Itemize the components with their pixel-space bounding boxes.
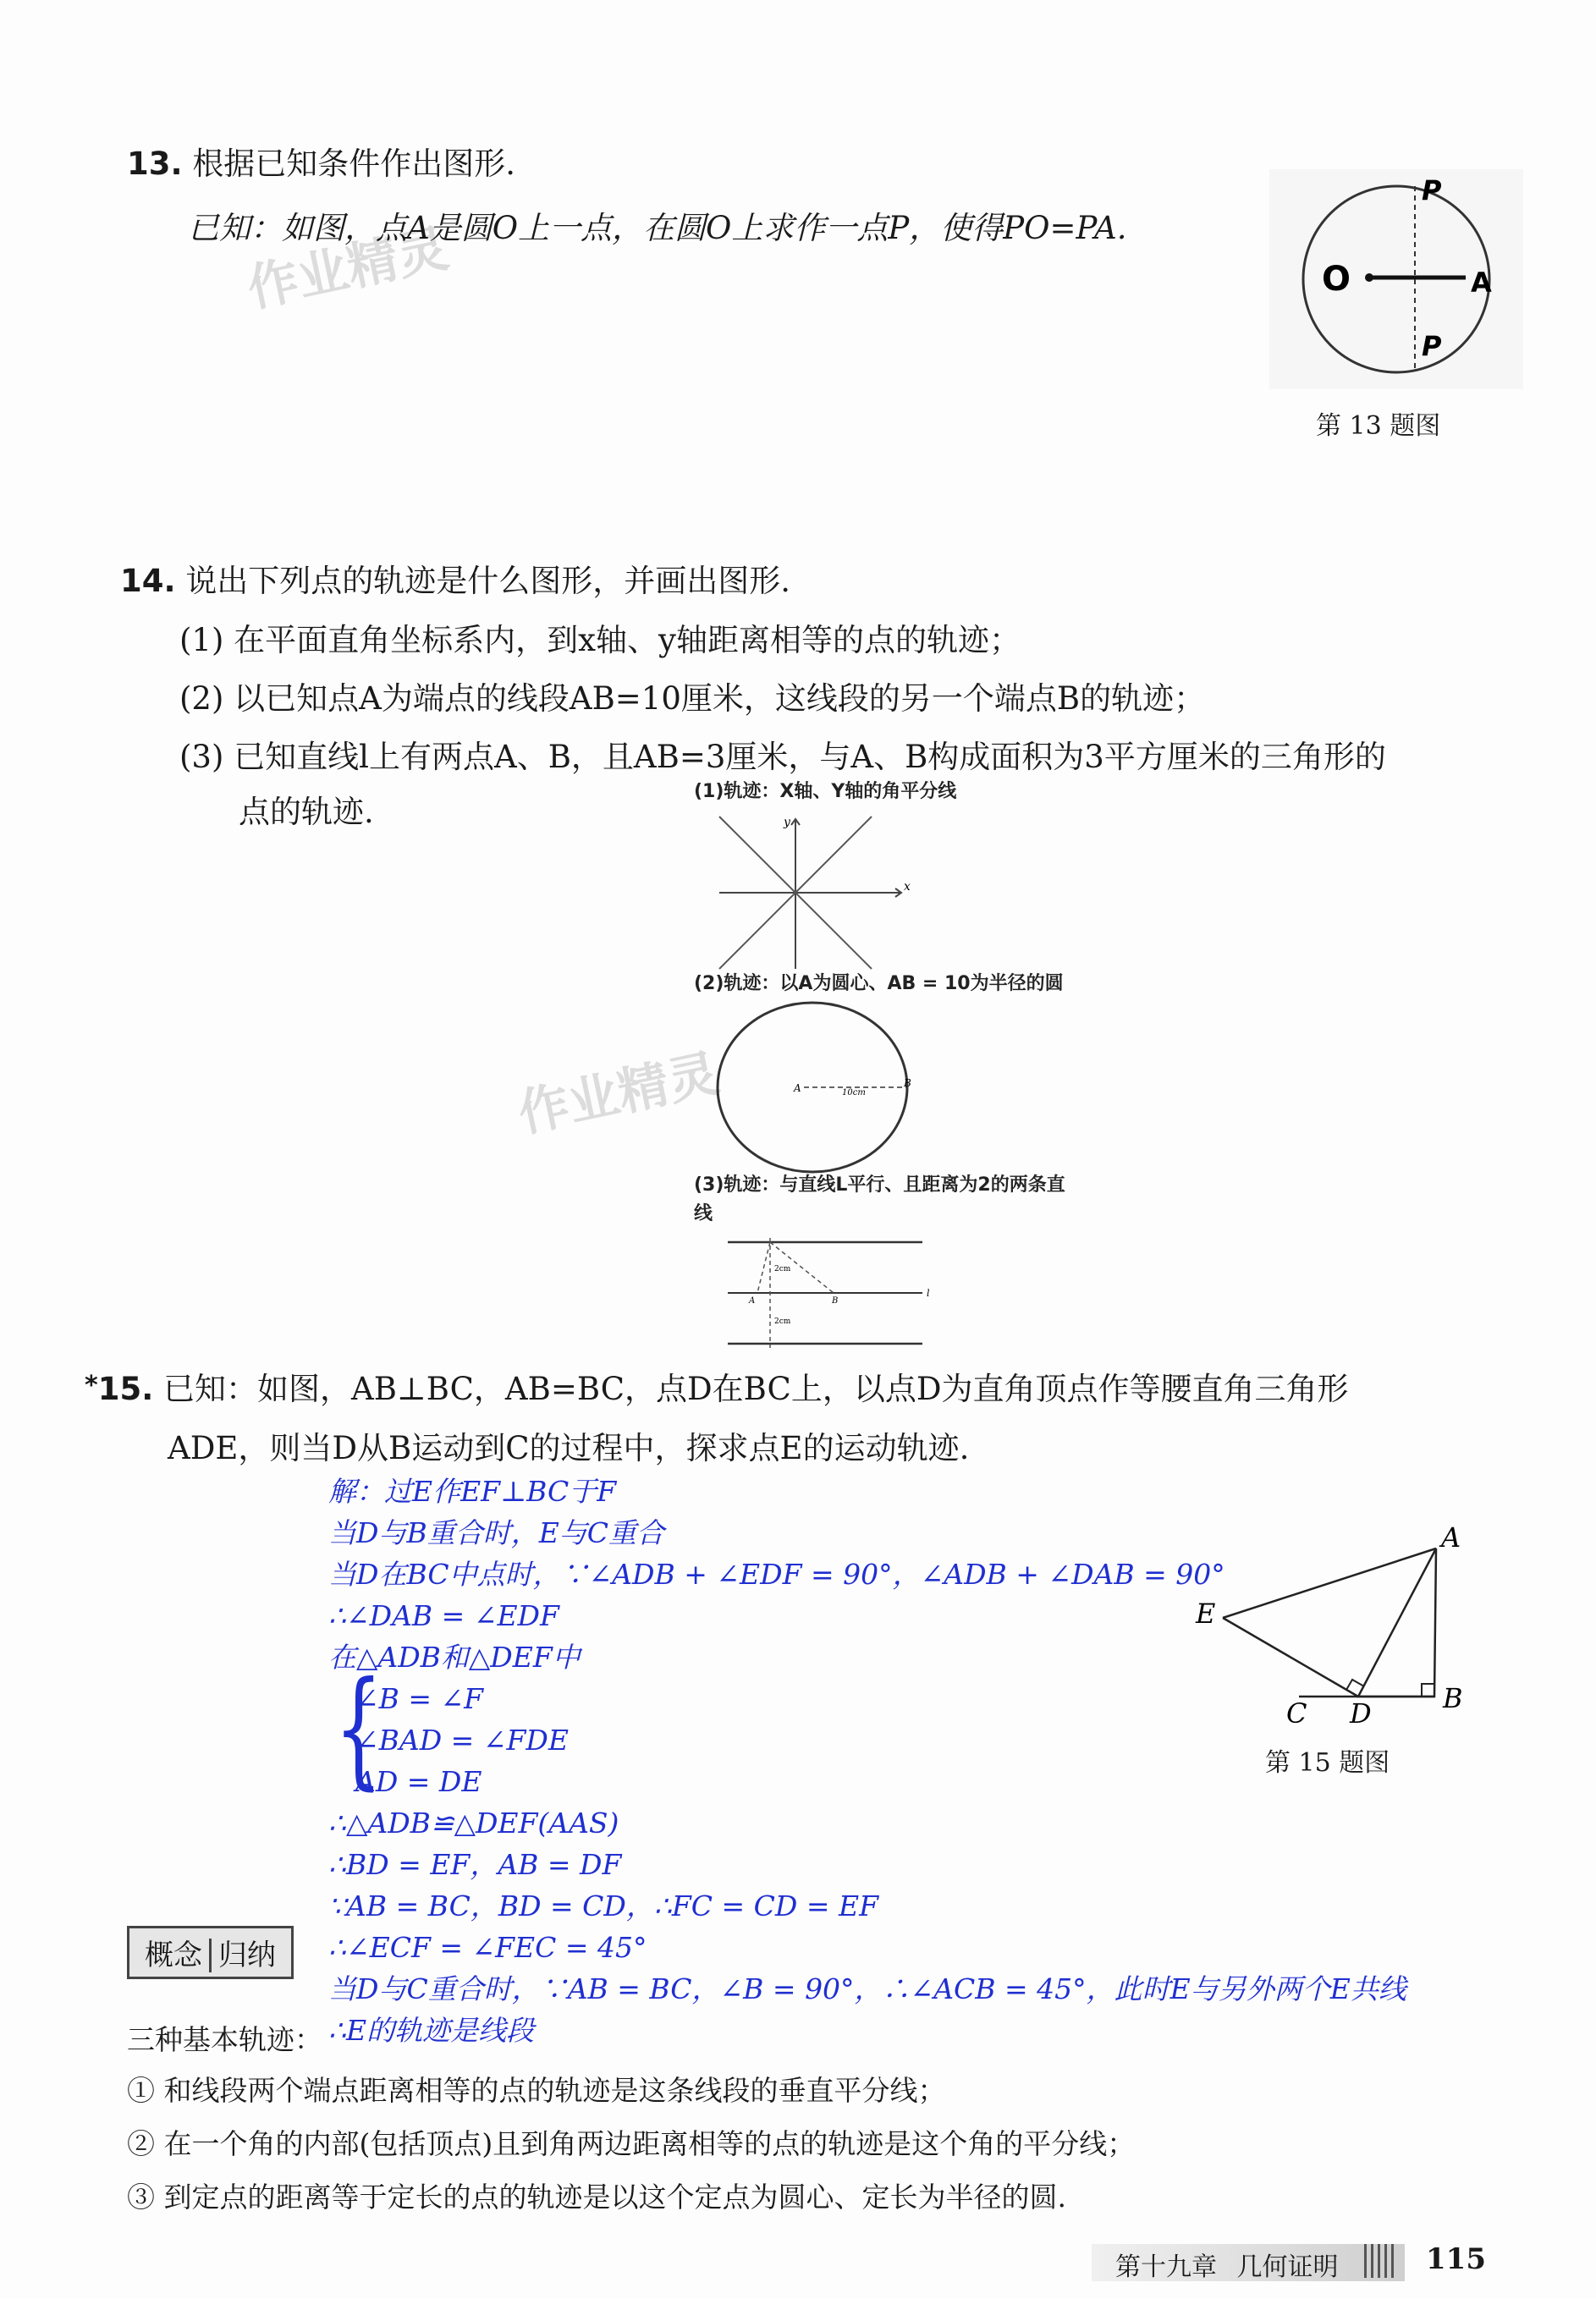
solution-line-11: ∴E的轨迹是线段 xyxy=(328,2014,535,2047)
q13-label-a: A xyxy=(1471,267,1492,299)
solution-line-10: 当D与C重合时，∵AB = BC，∠B = 90°，∴∠ACB = 45°，此时E与另外两个E共线 xyxy=(328,1972,1406,2005)
q14-answer-1-graph xyxy=(711,812,914,973)
q13-label-p-top: P xyxy=(1422,174,1442,206)
q14-item-3-cont: 点的轨迹. xyxy=(239,794,374,830)
q14-answer-3-label: (3)轨迹：与直线L平行、且距离为2的两条直 xyxy=(694,1174,1065,1196)
concept-item-1: ① 和线段两个端点距离相等的点的轨迹是这条线段的垂直平分线； xyxy=(127,2074,946,2107)
watermark-1: 作业精灵 xyxy=(242,218,454,320)
circle-label-b: B xyxy=(904,1077,911,1089)
q14-answer-3-figure xyxy=(724,1234,935,1352)
solution-line-1: 解：过E作EF⊥BC于F xyxy=(328,1475,617,1508)
q14-answer-2-label: (2)轨迹：以A为圆心、AB = 10为半径的圆 xyxy=(694,973,1064,994)
solution-line-3: 当D在BC中点时，∵∠ADB + ∠EDF = 90°，∠ADB + ∠DAB = 90° xyxy=(328,1558,1225,1591)
solution-line-4: ∴∠DAB = ∠EDF xyxy=(328,1599,559,1632)
system-brace-icon: { xyxy=(334,1655,383,1802)
solution-line-8: ∵AB = BC，BD = CD，∴FC = CD = EF xyxy=(328,1889,878,1922)
fig15-label-b: B xyxy=(1443,1682,1463,1714)
solution-line-9: ∴∠ECF = ∠FEC = 45° xyxy=(328,1931,647,1964)
line-label-b: B xyxy=(832,1296,839,1306)
line-label-a: A xyxy=(749,1296,756,1306)
system-eq-3: AD = DE xyxy=(355,1765,482,1798)
q14-answer-1-label: (1)轨迹：X轴、Y轴的角平分线 xyxy=(694,781,957,802)
q13-figure xyxy=(1269,169,1523,389)
concept-box xyxy=(127,1926,294,1979)
q15-line-1: 已知：如图，AB⊥BC，AB=BC，点D在BC上，以点D为直角顶点作等腰直角三角形 xyxy=(163,1371,1349,1407)
page-number: 115 xyxy=(1426,2242,1486,2276)
q15-number: 15. xyxy=(97,1371,154,1407)
q13-label-p-bottom: P xyxy=(1422,330,1442,362)
fig15-label-c: C xyxy=(1286,1697,1307,1726)
q15-line-2: ADE，则当D从B运动到C的过程中，探求点E的运动轨迹. xyxy=(168,1430,970,1466)
fig15-label-a: A xyxy=(1441,1523,1461,1554)
segment-ed xyxy=(1223,1618,1358,1697)
q14-title: 说出下列点的轨迹是什么图形，并画出图形. xyxy=(185,563,791,599)
watermark-2: 作业精灵 xyxy=(513,1043,724,1145)
q14-number: 14. xyxy=(120,563,176,599)
radius-length-label: 10cm xyxy=(842,1088,866,1097)
x-axis-label: x xyxy=(904,880,911,894)
distance-label-bottom: 2cm xyxy=(774,1317,791,1326)
footer-section-name: 几何证明 xyxy=(1236,2252,1339,2282)
system-eq-1: ∠B = ∠F xyxy=(355,1682,484,1715)
q14-item-3: (3) 已知直线l上有两点A、B，且AB=3厘米，与A、B构成面积为3平方厘米的三角形的 xyxy=(179,739,1386,775)
q14-item-1: (1) 在平面直角坐标系内，到x轴、y轴距离相等的点的轨迹； xyxy=(179,622,1021,658)
triangle-side-1 xyxy=(757,1242,770,1293)
footer-stripe-icon xyxy=(1364,2244,1398,2278)
solution-line-6: ∴△ADB≌△DEF(AAS) xyxy=(328,1807,619,1840)
q15-star: * xyxy=(85,1371,98,1400)
solution-line-2: 当D与B重合时，E与C重合 xyxy=(328,1516,665,1549)
q15-figure xyxy=(1189,1523,1477,1726)
q14-answer-2-circle-figure xyxy=(711,998,914,1176)
q15-caption: 第 15 题图 xyxy=(1265,1748,1390,1778)
concept-intro: 三种基本轨迹： xyxy=(127,2023,322,2056)
q13-label-o: O xyxy=(1322,260,1351,299)
solution-line-7: ∴BD = EF，AB = DF xyxy=(328,1848,622,1881)
q15-heading xyxy=(85,1371,1349,1408)
q13-given: 已知：如图，点A是圆O上一点，在圆O上求作一点P，使得PO=PA. xyxy=(188,210,1127,246)
footer-chapter xyxy=(1115,2246,1339,2283)
concept-item-2: ② 在一个角的内部(包括顶点)且到角两边距离相等的点的轨迹是这个角的平分线； xyxy=(127,2127,1136,2160)
right-angle-b-icon xyxy=(1422,1684,1434,1697)
y-axis-label: y xyxy=(784,816,790,829)
q13-heading xyxy=(127,146,515,183)
concept-box-right: 归纳 xyxy=(209,1939,283,1972)
system-eq-2: ∠BAD = ∠FDE xyxy=(355,1724,569,1757)
fig15-label-e: E xyxy=(1196,1598,1216,1630)
footer-chapter-name: 第十九章 xyxy=(1115,2252,1217,2282)
solution-line-5: 在△ADB和△DEF中 xyxy=(328,1641,581,1674)
q13-number: 13. xyxy=(127,146,183,182)
line-label-l: l xyxy=(927,1288,930,1299)
concept-box-left: 概念 xyxy=(145,1939,202,1972)
circle-label-a: A xyxy=(794,1082,801,1094)
q14-heading xyxy=(120,563,790,600)
distance-label-top: 2cm xyxy=(774,1265,791,1273)
q13-title: 根据已知条件作出图形. xyxy=(192,146,516,182)
fig15-label-d: D xyxy=(1350,1697,1372,1726)
q14-item-2: (2) 以已知点A为端点的线段AB=10厘米，这线段的另一个端点B的轨迹； xyxy=(179,680,1206,717)
q13-caption: 第 13 题图 xyxy=(1316,411,1441,441)
q14-answer-3-label-cont: 线 xyxy=(694,1203,713,1224)
concept-item-3: ③ 到定点的距离等于定长的点的轨迹是以这个定点为圆心、定长为半径的圆. xyxy=(127,2181,1066,2214)
